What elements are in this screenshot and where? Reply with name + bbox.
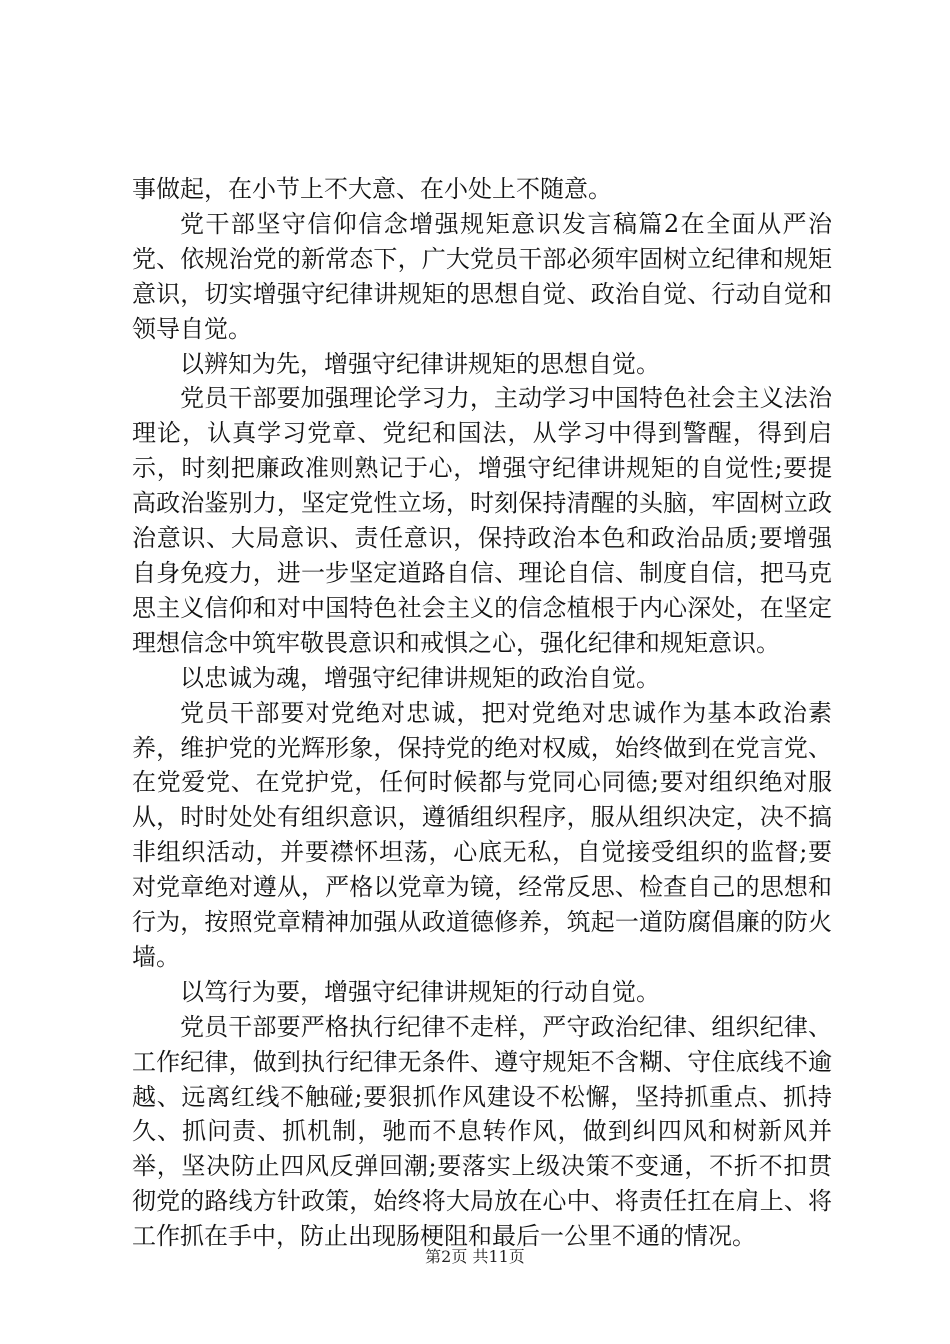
paragraph-5: 以忠诚为魂，增强守纪律讲规矩的政治自觉。 [180,663,660,692]
paragraph-2: 党干部坚守信仰信念增强规矩意识发言稿篇2在全面从严治党、依规治党的新常态下，广大党员干部必须牢固树立纪律和规矩意识，切实增强守纪律讲规矩的思想自觉、政治自觉、行动自觉和领导自觉。 [132,209,832,343]
paragraph-8: 党员干部要严格执行纪律不走样，严守政治纪律、组织纪律、工作纪律，做到执行纪律无条件、遵守规矩不含糊、守住底线不逾越、远离红线不触碰;要狠抓作风建设不松懈，坚持抓重点、抓持久、抓问责、抓机制，驰而不息转作风，做到纠四风和树新风并举，坚决防止四风反弹回潮;要落实上级决策不变通，不折不扣贯彻党的路线方针政策，始终将大局放在心中、将责任扛在肩上、将工作抓在手中，防止出现肠梗阻和最后一公里不通的情况。 [132,1012,832,1251]
paragraph-6: 党员干部要对党绝对忠诚，把对党绝对忠诚作为基本政治素养，维护党的光辉形象，保持党的绝对权威，始终做到在党言党、在党爱党、在党护党，任何时候都与党同心同德;要对组织绝对服从，时时处处有组织意识，遵循组织程序，服从组织决定，决不搞非组织活动，并要襟怀坦荡，心底无私，自觉接受组织的监督;要对党章绝对遵从，严格以党章为镜，经常反思、检查自己的思想和行为，按照党章精神加强从政道德修养，筑起一道防腐倡廉的防火墙。 [132,698,832,971]
page-footer: 第2页 共11页 [425,1247,525,1266]
document-body [132,172,832,1254]
paragraph-3: 以辨知为先，增强守纪律讲规矩的思想自觉。 [180,349,660,378]
paragraph-4: 党员干部要加强理论学习力，主动学习中国特色社会主义法治理论，认真学习党章、党纪和国法，从学习中得到警醒，得到启示，时刻把廉政准则熟记于心，增强守纪律讲规矩的自觉性;要提高政治鉴别力，坚定党性立场，时刻保持清醒的头脑，牢固树立政治意识、大局意识、责任意识，保持政治本色和政治品质;要增强自身免疫力，进一步坚定道路自信、理论自信、制度自信，把马克思主义信仰和对中国特色社会主义的信念植根于内心深处，在坚定理想信念中筑牢敬畏意识和戒惧之心，强化纪律和规矩意识。 [132,384,832,657]
paragraph-1: 事做起，在小节上不大意、在小处上不随意。 [132,175,612,203]
paragraph-7: 以笃行为要，增强守纪律讲规矩的行动自觉。 [180,977,660,1006]
